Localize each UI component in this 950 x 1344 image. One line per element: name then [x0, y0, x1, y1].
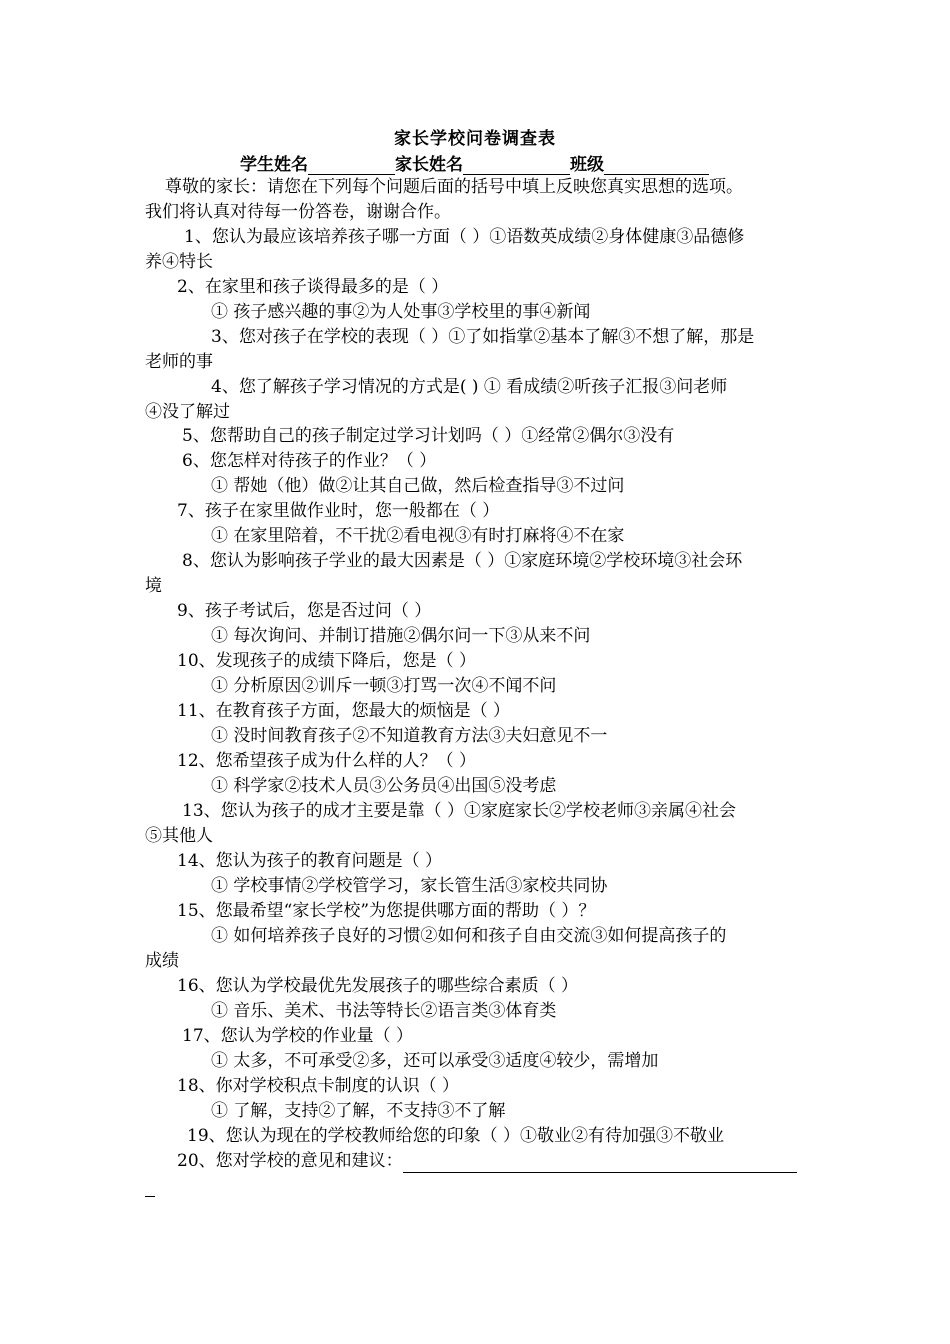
question-line: 养④特长 [145, 252, 213, 272]
question-line: 2、在家里和孩子谈得最多的是（ ） [177, 277, 449, 297]
question-line: 9、孩子考试后，您是否过问（ ） [177, 601, 432, 621]
question-line: 13、您认为孩子的成才主要是靠（ ）①家庭家长②学校老师③亲属④社会 [182, 801, 737, 821]
question-line: ④没了解过 [145, 402, 230, 422]
answer-line-continuation [145, 1196, 155, 1197]
parent-name-field[interactable] [463, 156, 570, 175]
question-line: 7、孩子在家里做作业时，您一般都在（ ） [177, 501, 500, 521]
question-line: 18、你对学校积点卡制度的认识（ ） [177, 1076, 460, 1096]
option-line: ① 孩子感兴趣的事②为人处事③学校里的事④新闻 [211, 302, 591, 322]
option-line: ① 音乐、美术、书法等特长②语言类③体育类 [211, 1001, 557, 1021]
student-name-label: 学生姓名 [240, 155, 308, 175]
option-line: ① 太多，不可承受②多，还可以承受③适度④较少，需增加 [211, 1051, 659, 1071]
question-line: 12、您希望孩子成为什么样的人？（ ） [177, 751, 477, 771]
question-line: 11、在教育孩子方面，您最大的烦恼是（ ） [177, 701, 511, 721]
suggestion-answer-field[interactable] [403, 1152, 797, 1173]
class-field[interactable] [604, 156, 709, 175]
class-label: 班级 [570, 155, 604, 175]
question-line: 成绩 [145, 951, 179, 971]
option-line: ① 每次询问、并制订措施②偶尔问一下③从来不问 [211, 626, 591, 646]
question-line: 10、发现孩子的成绩下降后，您是（ ） [177, 651, 477, 671]
option-line: ① 没时间教育孩子②不知道教育方法③夫妇意见不一 [211, 726, 608, 746]
intro-line: 尊敬的家长：请您在下列每个问题后面的括号中填上反映您真实思想的选项。 [165, 177, 743, 197]
question-line: 4、您了解孩子学习情况的方式是( ) ① 看成绩②听孩子汇报③问老师 [211, 377, 728, 397]
question-line: 8、您认为影响孩子学业的最大因素是（ ）①家庭环境②学校环境③社会环 [182, 551, 743, 571]
name-fields-row [240, 150, 709, 175]
page-title: 家长学校问卷调查表 [394, 129, 556, 149]
question-line: 5、您帮助自己的孩子制定过学习计划吗（ ）①经常②偶尔③没有 [182, 426, 675, 446]
question-line: 1、您认为最应该培养孩子哪一方面（ ）①语数英成绩②身体健康③品德修 [184, 227, 745, 247]
option-line: ① 科学家②技术人员③公务员④出国⑤没考虑 [211, 776, 557, 796]
question-line: 老师的事 [145, 352, 213, 372]
question-line: 14、您认为孩子的教育问题是（ ） [177, 851, 443, 871]
question-line: 17、您认为学校的作业量（ ） [182, 1026, 414, 1046]
student-name-field[interactable] [308, 156, 395, 175]
question-line: 15、您最希望“家长学校”为您提供哪方面的帮助（ ）？ [177, 901, 596, 921]
question-20-label: 20、您对学校的意见和建议： [177, 1151, 403, 1171]
question-line: 19、您认为现在的学校教师给您的印象（ ）①敬业②有待加强③不敬业 [187, 1126, 725, 1146]
question-line: ⑤其他人 [145, 826, 213, 846]
option-line: ① 分析原因②训斥一顿③打骂一次④不闻不问 [211, 676, 557, 696]
option-line: ① 学校事情②学校管学习，家长管生活③家校共同协 [211, 876, 608, 896]
question-line: 境 [145, 576, 162, 596]
intro-line: 我们将认真对待每一份答卷，谢谢合作。 [145, 202, 451, 222]
question-line: 6、您怎样对待孩子的作业？（ ） [182, 451, 437, 471]
option-line: ① 帮她（他）做②让其自己做，然后检查指导③不过问 [211, 476, 625, 496]
question-line: 3、您对孩子在学校的表现（ ）①了如指掌②基本了解③不想了解，那是 [211, 327, 755, 347]
question-line: 16、您认为学校最优先发展孩子的哪些综合素质（ ） [177, 976, 579, 996]
question-line [177, 1149, 797, 1173]
parent-name-label: 家长姓名 [395, 155, 463, 175]
option-line: ① 如何培养孩子良好的习惯②如何和孩子自由交流③如何提高孩子的 [211, 926, 727, 946]
option-line: ① 在家里陪着，不干扰②看电视③有时打麻将④不在家 [211, 526, 625, 546]
option-line: ① 了解，支持②了解，不支持③不了解 [211, 1101, 506, 1121]
